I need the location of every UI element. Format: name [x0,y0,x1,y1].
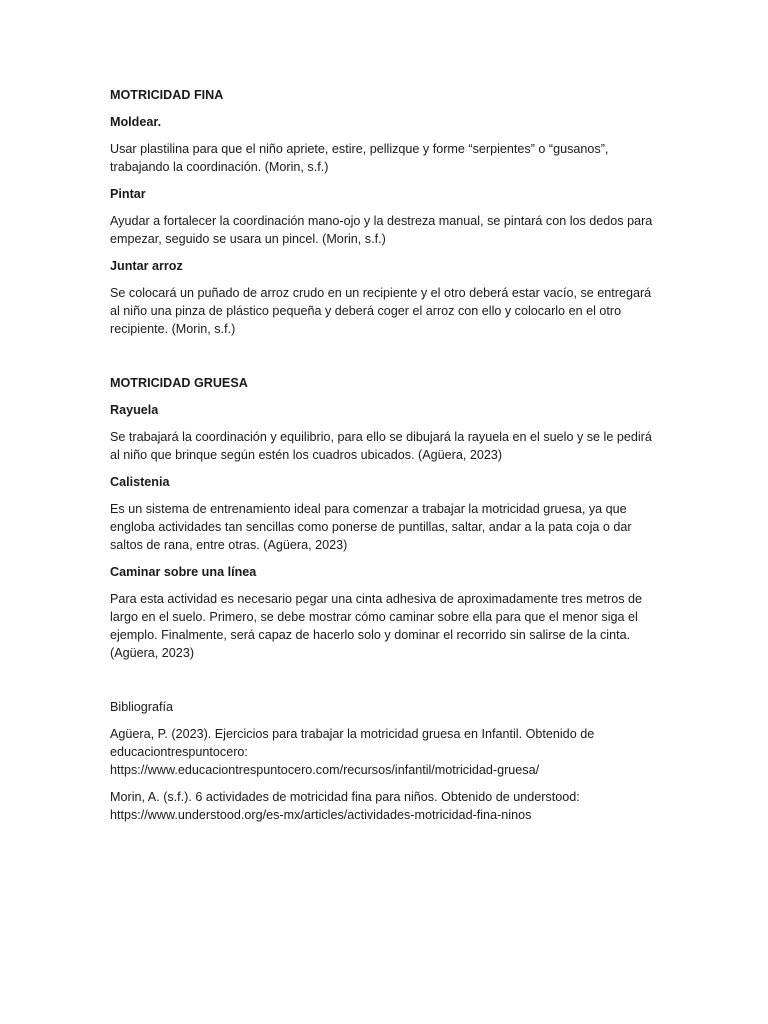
activity-text: Se colocará un puñado de arroz crudo en un recipiente y el otro deberá estar vacío, se entregará al niño una pinza de plástico pequeña y deberá coger el arroz con ello y colocarlo en el otro recipiente. (Morin, s.f.) [110,286,652,336]
activity-text: Se trabajará la coordinación y equilibrio, para ello se dibujará la rayuela en el suelo y se le pedirá al niño que brinque según estén los cuadros ubicados. (Agüera, 2023) [110,430,652,462]
section-spacer [110,347,658,374]
bibliography-entry [110,788,658,824]
bibliography-entry [110,725,658,779]
section-spacer [110,671,658,698]
document-body [110,86,658,833]
section-title: MOTRICIDAD FINA [110,88,224,102]
activity-heading: Moldear. [110,115,162,129]
activity-heading: Rayuela [110,403,159,417]
section-motricidad-fina [110,86,658,338]
reference-url[interactable]: https://www.understood.org/es-mx/articles/actividades-motricidad-fina-ninos [110,808,532,822]
section-bibliografia [110,698,658,824]
activity-text: Para esta actividad es necesario pegar una cinta adhesiva de aproximadamente tres metros de largo en el suelo. Primero, se debe mostrar cómo caminar sobre ella para que el menor siga el ejemplo. Finalmente, será capaz de hacerlo solo y dominar el recorrido sin salirse de la cinta. (Agüera, 2023) [110,592,643,660]
reference-text: Morin, A. (s.f.). 6 actividades de motricidad fina para niños. Obtenido de understood: [110,790,580,804]
activity-text: Ayudar a fortalecer la coordinación mano-ojo y la destreza manual, se pintará con los dedos para empezar, seguido se usara un pincel. (Morin, s.f.) [110,214,653,246]
section-title: MOTRICIDAD GRUESA [110,376,248,390]
reference-text: Agüera, P. (2023). Ejercicios para trabajar la motricidad gruesa en Infantil. Obtenido de educaciontrespuntocero: [110,727,595,759]
activity-heading: Calistenia [110,475,170,489]
reference-url[interactable]: https://www.educaciontrespuntocero.com/recursos/infantil/motricidad-gruesa/ [110,763,540,777]
activity-heading: Caminar sobre una línea [110,565,257,579]
activity-heading: Pintar [110,187,146,201]
activity-text: Usar plastilina para que el niño apriete, estire, pellizque y forme “serpientes” o “gusanos”, trabajando la coordinación. (Morin, s.f.) [110,142,609,174]
activity-heading: Juntar arroz [110,259,183,273]
activity-text: Es un sistema de entrenamiento ideal para comenzar a trabajar la motricidad gruesa, ya que engloba actividades tan sencillas como ponerse de puntillas, saltar, andar a la pata coja o dar saltos de rana, entre otras. (Agüera, 2023) [110,502,632,552]
bibliography-title: Bibliografía [110,700,174,714]
section-motricidad-gruesa [110,374,658,662]
